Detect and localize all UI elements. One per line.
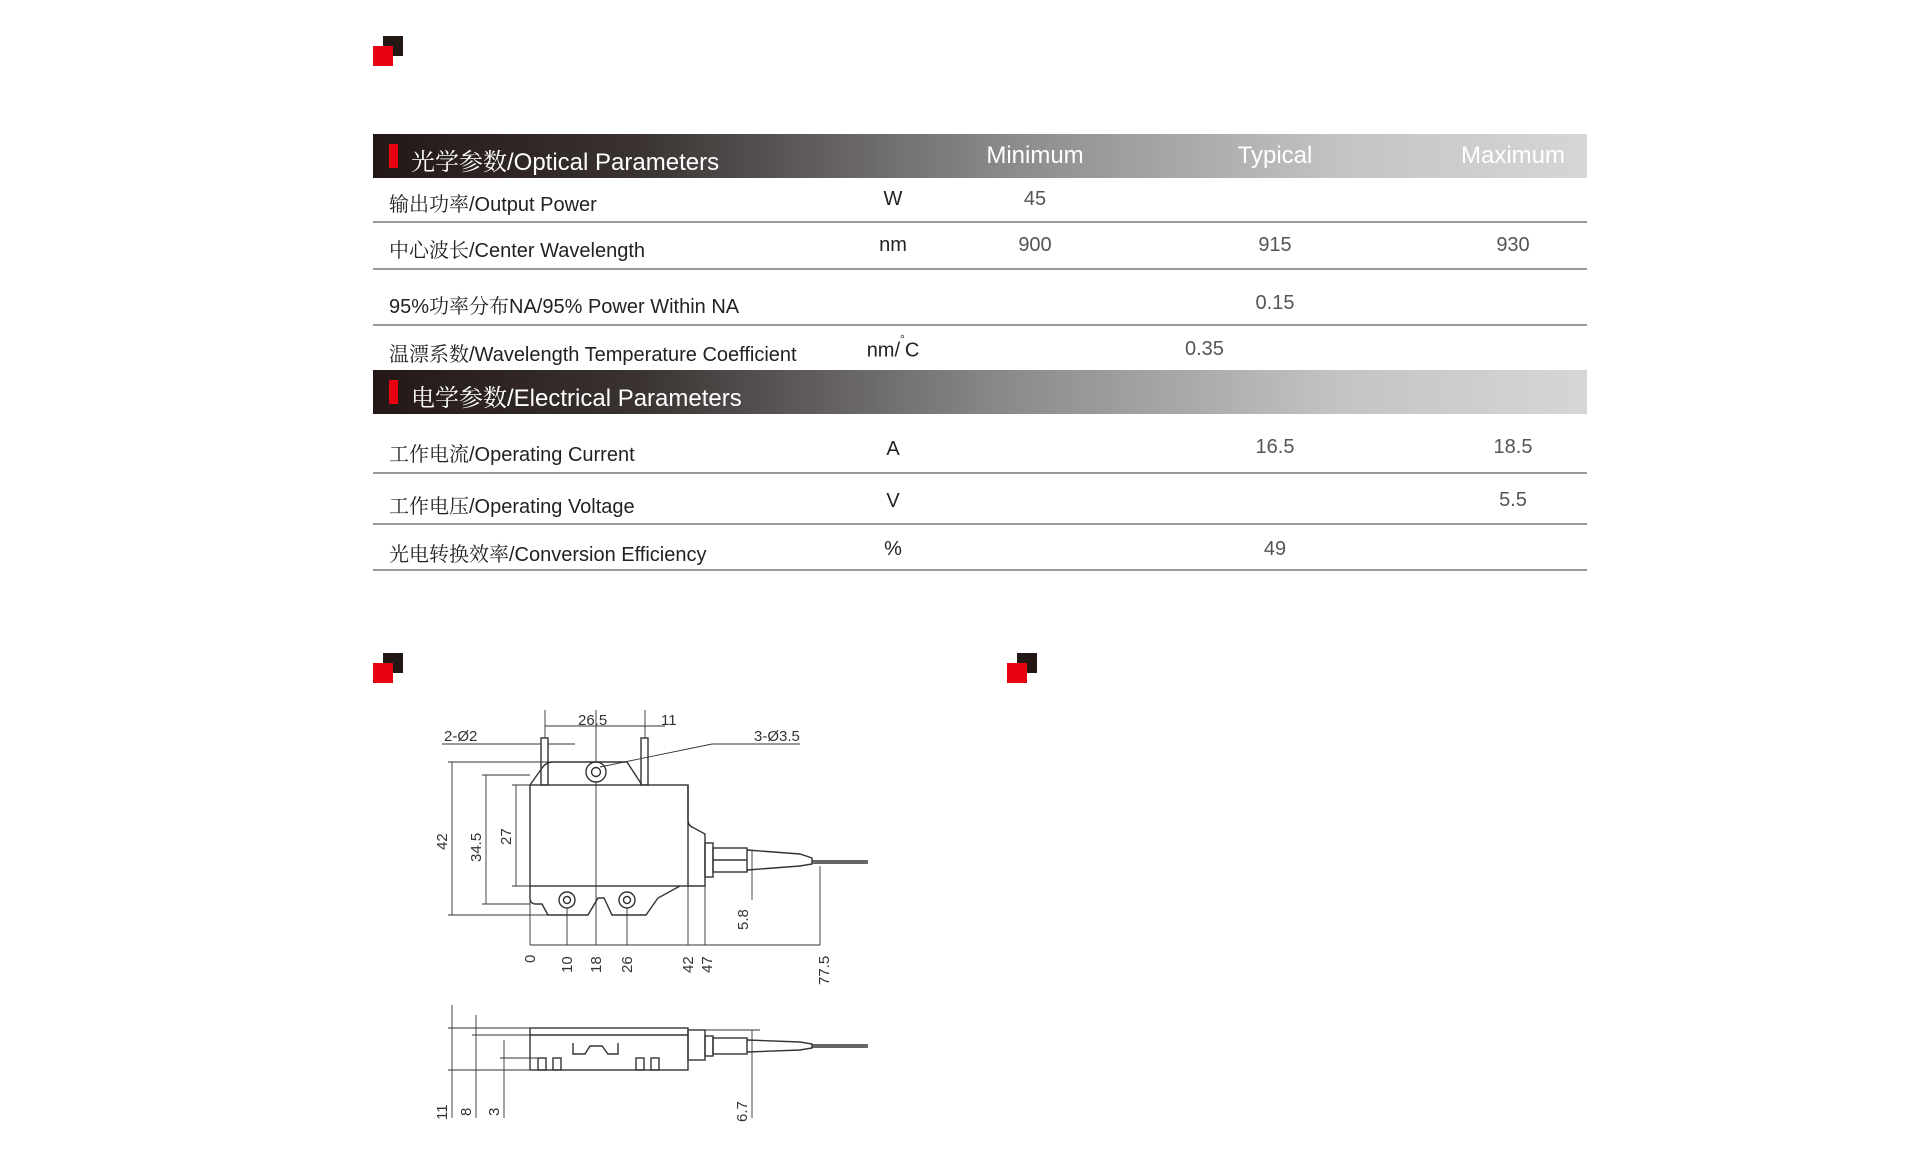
param-label: 95%功率分布NA/95% Power Within NA <box>389 296 740 318</box>
dim-label: 26.5 <box>578 712 608 729</box>
param-label: 温漂系数/Wavelength Temperature Coefficient <box>389 344 797 366</box>
dim-label: 18 <box>588 956 605 973</box>
electrical-section-title: 电学参数/Electrical Parameters <box>411 385 742 412</box>
dim-label: 2-Ø2 <box>444 728 478 745</box>
param-unit: V <box>886 490 900 512</box>
dim-label: 3 <box>486 1107 503 1116</box>
dim-label: 26 <box>619 956 636 973</box>
dim-label: 11 <box>661 712 677 729</box>
param-label: 中心波长/Center Wavelength <box>389 240 646 262</box>
dim-label: 27 <box>498 828 515 845</box>
dim-label: 3-Ø3.5 <box>754 728 800 745</box>
param-label: 光电转换效率/Conversion Efficiency <box>389 544 707 566</box>
value-min: 900 <box>1018 234 1052 256</box>
value-min: 45 <box>1023 188 1047 210</box>
param-label: 工作电压/Operating Voltage <box>389 496 635 518</box>
param-unit: W <box>883 188 903 210</box>
dim-label: 10 <box>559 956 576 973</box>
param-label: 工作电流/Operating Current <box>389 444 635 466</box>
value-typ: 0.15 <box>1255 292 1295 314</box>
column-minimum: Minimum <box>986 142 1084 169</box>
dim-label: 34.5 <box>468 832 485 862</box>
side-view <box>448 1005 868 1118</box>
value-max: 930 <box>1496 234 1530 256</box>
dim-label: 77.5 <box>816 955 833 985</box>
dim-label: 42 <box>434 833 451 850</box>
value-typ: 915 <box>1258 234 1292 256</box>
column-maximum: Maximum <box>1460 142 1565 169</box>
column-typical: Typical <box>1237 142 1313 169</box>
value-max: 5.5 <box>1499 489 1527 511</box>
value-typ: 49 <box>1263 538 1287 560</box>
dim-label: 5.8 <box>735 909 752 930</box>
top-view <box>442 710 868 945</box>
dim-label: 47 <box>699 956 716 973</box>
optical-section-title: 光学参数/Optical Parameters <box>411 149 720 176</box>
value-typ: 16.5 <box>1255 436 1295 458</box>
dim-label: 11 <box>434 1104 451 1120</box>
value-max: 18.5 <box>1493 436 1533 458</box>
param-unit: % <box>884 538 902 560</box>
param-unit: nm <box>879 234 907 256</box>
dim-label: 0 <box>522 954 539 963</box>
param-unit: nm/°C <box>866 332 920 362</box>
param-unit: A <box>886 438 900 460</box>
value-typ: 0.35 <box>1185 338 1224 360</box>
param-label: 输出功率/Output Power <box>389 194 597 216</box>
dim-label: 6.7 <box>734 1101 751 1122</box>
dim-label: 42 <box>680 956 697 973</box>
dim-label: 8 <box>458 1107 475 1116</box>
